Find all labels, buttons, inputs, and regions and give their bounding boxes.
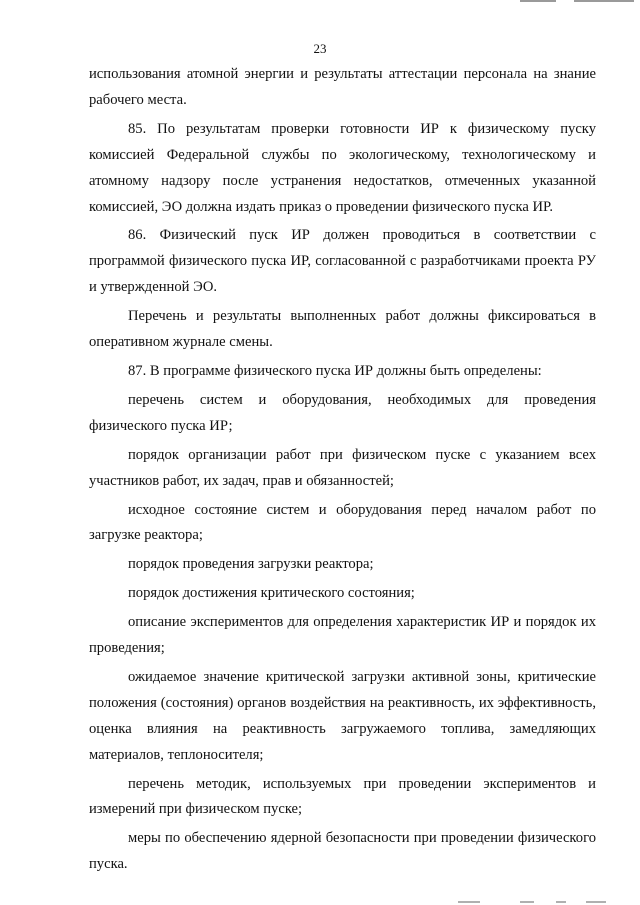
scan-edge-mark xyxy=(586,901,606,903)
list-item: меры по обеспечению ядерной безопасности при проведении физического пуска. xyxy=(89,830,596,873)
document-body xyxy=(89,62,596,878)
paragraph: 86. Физический пуск ИР должен проводиться в соответствии с программой физического пуска ИР, согласованной с разработчиками проекта РУ и утвержденной ЭО. xyxy=(89,227,596,296)
page-number: 23 xyxy=(313,41,327,56)
list-item: описание экспериментов для определения характеристик ИР и порядок их проведения; xyxy=(89,614,596,657)
scan-edge-mark xyxy=(574,0,634,2)
scan-edge-mark xyxy=(520,0,556,2)
scan-edge-mark xyxy=(458,901,480,903)
list-item: порядок проведения загрузки реактора; xyxy=(128,556,374,573)
list-item: порядок организации работ при физическом пуске с указанием всех участников работ, их задач, прав и обязанностей; xyxy=(89,446,596,489)
list-item: исходное состояние систем и оборудования перед началом работ по загрузке реактора; xyxy=(89,501,596,544)
scan-edge-mark xyxy=(556,901,566,903)
list-item: перечень систем и оборудования, необходимых для проведения физического пуска ИР; xyxy=(89,391,596,434)
paragraph: использования атомной энергии и результаты аттестации персонала на знание рабочего места. xyxy=(89,66,596,108)
paragraph: 85. По результатам проверки готовности ИР к физическому пуску комиссией Федеральной службы по экологическому, технологическому и атомному надзору после устранения недостатков, отмеченных указанной комиссией, ЭО должна издать приказ о проведении физического пуска ИР. xyxy=(89,120,596,215)
list-item: перечень методик, используемых при проведении экспериментов и измерений при физическом пуске; xyxy=(89,775,596,818)
scan-edge-mark xyxy=(520,901,534,903)
list-item: порядок достижения критического состояния; xyxy=(128,585,415,602)
list-item: ожидаемое значение критической загрузки активной зоны, критические положения (состояния) органов воздействия на реактивность, их эффективность, оценка влияния на реактивность загружаемого топлива, замедляющих материалов, теплоносителя; xyxy=(89,668,596,763)
paragraph: 87. В программе физического пуска ИР должны быть определены: xyxy=(128,362,542,379)
paragraph: Перечень и результаты выполненных работ должны фиксироваться в оперативном журнале смены. xyxy=(89,308,596,351)
